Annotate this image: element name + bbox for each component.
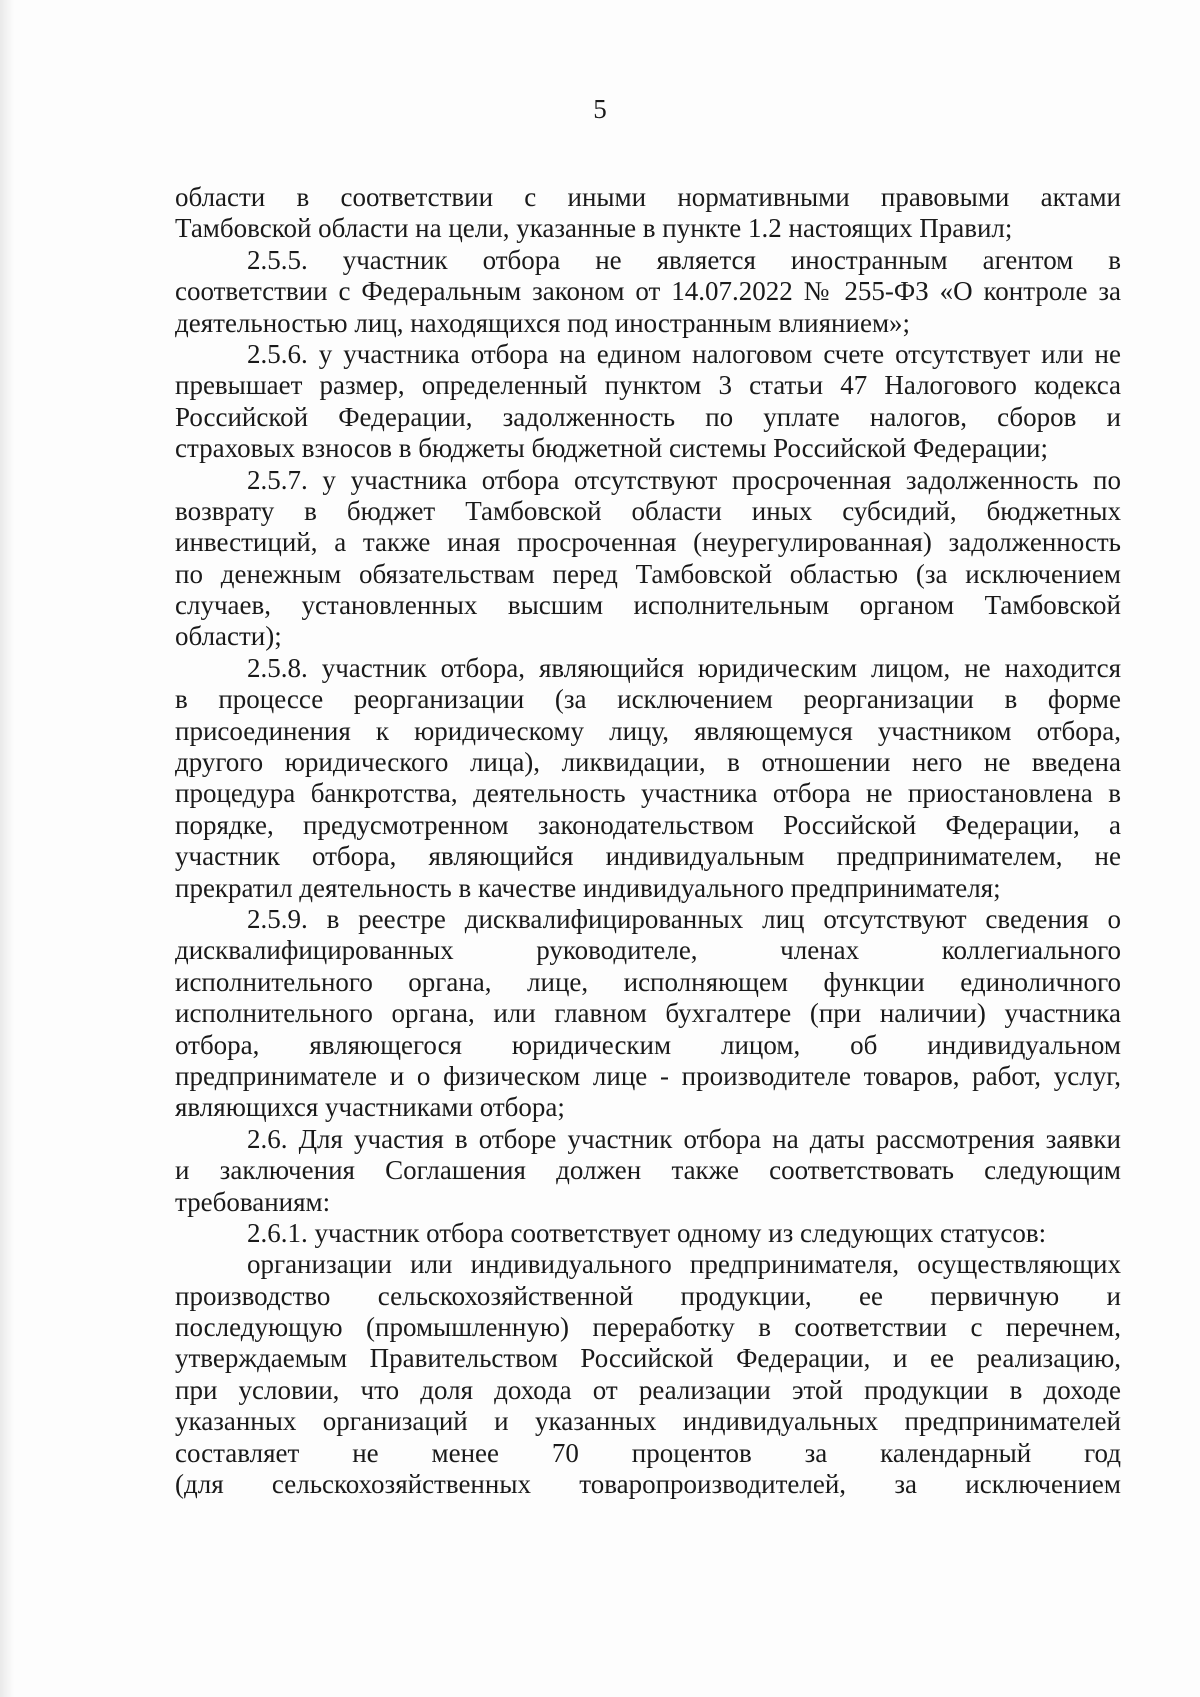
text-line: Российской Федерации, задолженность по уплате налогов, сборов и xyxy=(175,401,1121,432)
text-line: в процессе реорганизации (за исключением реорганизации в форме xyxy=(175,684,1121,715)
text-line: исполнительного органа, лице, исполняющем функции единоличного xyxy=(175,966,1121,997)
page-number: 5 xyxy=(593,94,607,124)
text-line: Тамбовской области на цели, указанные в пункте 1.2 настоящих Правил; xyxy=(175,213,1013,244)
text-line: отбора, являющегося юридическим лицом, об индивидуальном xyxy=(175,1029,1121,1060)
document-body xyxy=(175,182,1121,1500)
text-line: прекратил деятельность в качестве индивидуального предпринимателя; xyxy=(175,872,1001,903)
paragraph-start-2-5-8: 2.5.8. участник отбора, являющийся юридическим лицом, не находится xyxy=(247,652,1121,683)
paragraph-start-2-6: 2.6. Для участия в отборе участник отбора на даты рассмотрения заявки xyxy=(247,1123,1121,1154)
text-line: производство сельскохозяйственной продукции, ее первичную и xyxy=(175,1280,1121,1311)
paragraph-start-2-5-5: 2.5.5. участник отбора не является иностранным агентом в xyxy=(247,244,1121,275)
text-line: являющихся участниками отбора; xyxy=(175,1092,565,1123)
text-line: по денежным обязательствам перед Тамбовской областью (за исключением xyxy=(175,558,1121,589)
paragraph-start-2-6-1: 2.6.1. участник отбора соответствует одному из следующих статусов: xyxy=(247,1217,1047,1248)
text-line: возврату в бюджет Тамбовской области иных субсидий, бюджетных xyxy=(175,495,1121,526)
text-line: случаев, установленных высшим исполнительным органом Тамбовской xyxy=(175,590,1121,621)
text-line: составляет не менее 70 процентов за календарный год xyxy=(175,1437,1121,1468)
text-line: указанных организаций и указанных индивидуальных предпринимателей xyxy=(175,1406,1121,1437)
text-line: (для сельскохозяйственных товаропроизводителей, за исключением xyxy=(175,1469,1121,1500)
text-line: утверждаемым Правительством Российской Федерации, и ее реализацию, xyxy=(175,1343,1121,1374)
text-line: дисквалифицированных руководителе, членах коллегиального xyxy=(175,935,1121,966)
paragraph-start-status: организации или индивидуального предпринимателя, осуществляющих xyxy=(247,1249,1121,1280)
text-line: другого юридического лица), ликвидации, в отношении него не введена xyxy=(175,747,1121,778)
text-line: при условии, что доля дохода от реализации этой продукции в доходе xyxy=(175,1374,1121,1405)
paragraph-start-2-5-6: 2.5.6. у участника отбора на едином налоговом счете отсутствует или не xyxy=(247,338,1121,369)
paragraph-start-2-5-7: 2.5.7. у участника отбора отсутствуют просроченная задолженность по xyxy=(247,464,1121,495)
text-line: предпринимателе и о физическом лице - производителе товаров, работ, услуг, xyxy=(175,1060,1121,1091)
text-line: деятельностью лиц, находящихся под иностранным влиянием»; xyxy=(175,307,911,338)
text-line: присоединения к юридическому лицу, являющемуся участником отбора, xyxy=(175,715,1121,746)
text-line: требованиям: xyxy=(175,1186,331,1217)
text-line: участник отбора, являющийся индивидуальным предпринимателем, не xyxy=(175,841,1121,872)
text-line: порядке, предусмотренном законодательством Российской Федерации, а xyxy=(175,809,1121,840)
text-line: страховых взносов в бюджеты бюджетной системы Российской Федерации; xyxy=(175,433,1048,464)
text-line: области); xyxy=(175,621,282,652)
text-line: соответствии с Федеральным законом от 14.07.2022 № 255-ФЗ «О контроле за xyxy=(175,276,1121,307)
paragraph-start-2-5-9: 2.5.9. в реестре дисквалифицированных лиц отсутствуют сведения о xyxy=(247,903,1121,934)
text-line: превышает размер, определенный пунктом 3 статьи 47 Налогового кодекса xyxy=(175,370,1121,401)
text-line: исполнительного органа, или главном бухгалтере (при наличии) участника xyxy=(175,998,1121,1029)
text-line: и заключения Соглашения должен также соответствовать следующим xyxy=(175,1155,1121,1186)
text-line: области в соответствии с иными нормативными правовыми актами xyxy=(175,182,1121,212)
text-line: инвестиций, а также иная просроченная (неурегулированная) задолженность xyxy=(175,527,1121,558)
text-line: последующую (промышленную) переработку в соответствии с перечнем, xyxy=(175,1312,1121,1343)
scan-edge-shadow xyxy=(0,0,14,1697)
text-line: процедура банкротства, деятельность участника отбора не приостановлена в xyxy=(175,778,1121,809)
